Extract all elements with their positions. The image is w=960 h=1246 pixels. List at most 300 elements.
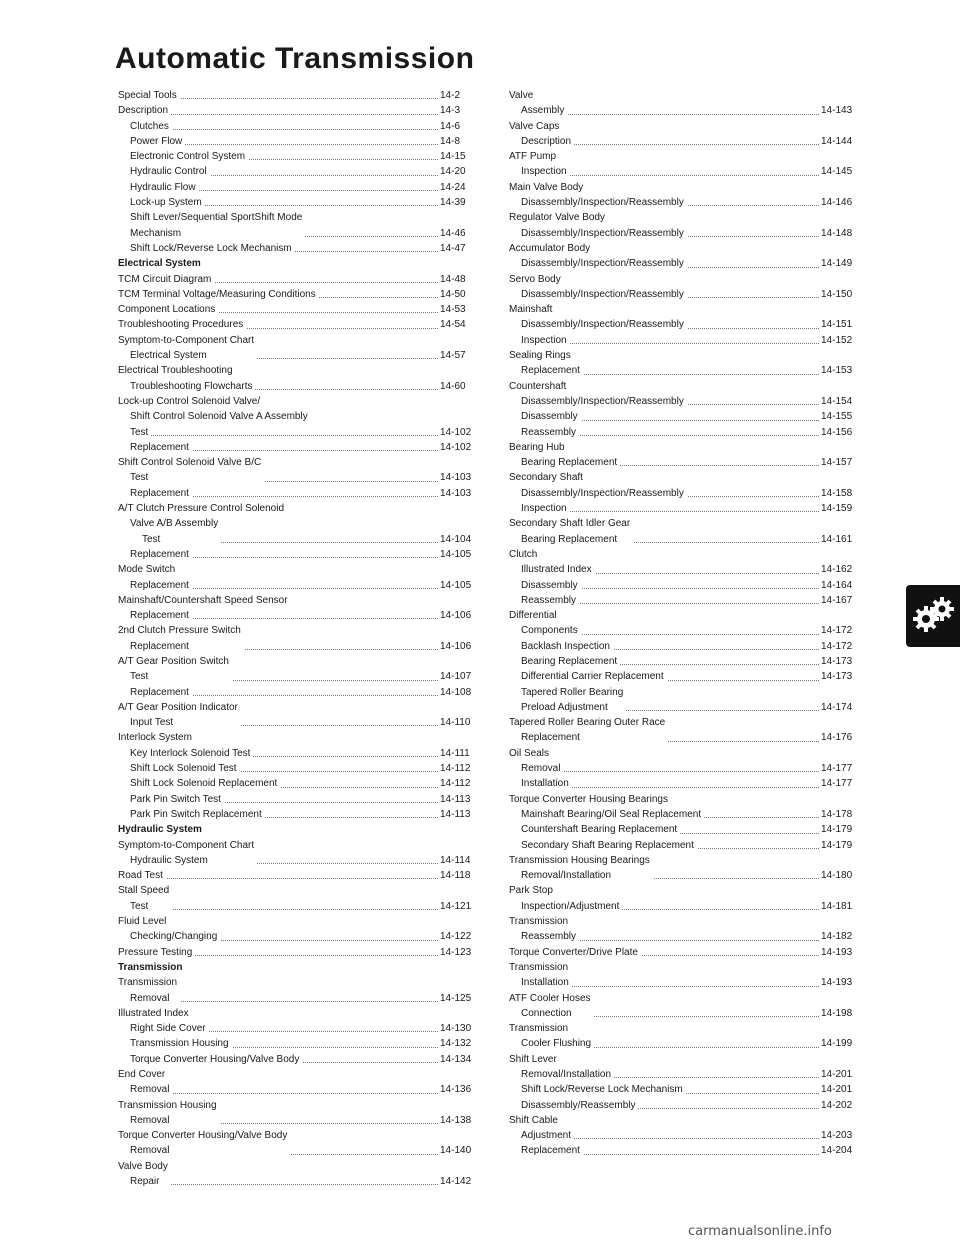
toc-entry-line: Shift Lever/Sequential SportShift Mode: [130, 212, 303, 224]
toc-page-number: 14-20: [440, 164, 474, 179]
toc-entry-line: Bearing Replacement: [521, 533, 618, 545]
toc-entry-line: Disassembly/Inspection/Reassembly: [521, 258, 684, 270]
toc-page-number: 14-151: [821, 317, 855, 332]
toc-entry-title: [509, 715, 668, 746]
toc-entry: [118, 654, 474, 685]
toc-entry-line: Preload Adjustment: [521, 701, 608, 713]
toc-entry-line: Tapered Roller Bearing Outer Race: [509, 717, 666, 729]
toc-page-number: 14-122: [440, 929, 474, 944]
toc-entry-title: [509, 960, 572, 991]
toc-entry: [509, 807, 855, 822]
toc-entry-line: Differential: [509, 610, 557, 622]
toc-entry-line: End Cover: [118, 1069, 166, 1080]
toc-entry-line: Stall Speed: [118, 885, 170, 897]
toc-entry-title: [118, 210, 305, 241]
toc-page-number: 14-174: [821, 700, 855, 715]
toc-page-number: 14-178: [821, 807, 855, 822]
toc-page-number: 14-172: [821, 639, 855, 654]
toc-page-number: 14-108: [440, 685, 474, 700]
toc-entry-title: [509, 1021, 594, 1052]
toc-entry: [118, 1159, 474, 1190]
toc-entry-line: Illustrated Index: [118, 1007, 189, 1019]
toc-entry-title: [509, 501, 570, 516]
toc-entry-line: Symptom-to-Component Chart: [118, 839, 255, 851]
toc-entry-title: [118, 501, 287, 516]
toc-page-number: 14-125: [440, 991, 474, 1006]
toc-entry: [509, 776, 855, 791]
toc-entry-title: [118, 1021, 209, 1036]
toc-left-column: [118, 88, 474, 1189]
toc-entry-title: [118, 119, 172, 134]
toc-entry: [509, 853, 855, 884]
toc-entry-title: [118, 394, 263, 409]
toc-page-number: 14-106: [440, 608, 474, 623]
toc-page-number: 14-152: [821, 333, 855, 348]
toc-entry: [118, 425, 474, 440]
toc-entry-line: Disassembly/Inspection/Reassembly: [521, 227, 684, 239]
toc-entry: [118, 241, 474, 256]
dot-leader: [118, 878, 438, 879]
toc-entry: [118, 883, 474, 914]
toc-entry-line: Hydraulic Flow: [130, 181, 196, 193]
toc-entry-title: [118, 1128, 290, 1159]
toc-entry-title: [509, 914, 579, 945]
toc-entry: [509, 960, 855, 991]
toc-entry-line: Removal/Installation: [521, 1069, 612, 1080]
toc-entry-title: [118, 608, 192, 623]
toc-page-number: 14-15: [440, 149, 474, 164]
toc-entry: [509, 501, 855, 516]
toc-entry: [509, 119, 855, 150]
toc-entry: [118, 256, 474, 271]
toc-entry-line: A/T Gear Position Switch: [118, 655, 229, 667]
toc-page-number: 14-46: [440, 226, 474, 241]
toc-entry-title: [509, 425, 579, 440]
toc-entry-line: Electrical System: [130, 350, 207, 362]
toc-entry-line: Torque Converter/Drive Plate: [509, 946, 638, 958]
toc-entry: [118, 700, 474, 731]
toc-entry-title: [118, 746, 253, 761]
toc-page-number: 14-177: [821, 761, 855, 776]
toc-entry-title: [118, 1036, 232, 1051]
toc-page-number: 14-204: [821, 1143, 855, 1158]
toc-entry-line: Replacement: [130, 686, 189, 698]
toc-entry-line: Power Flow: [130, 135, 183, 147]
toc-page-number: 14-60: [440, 379, 474, 394]
toc-entry-line: Lock-up Control Solenoid Valve/: [118, 395, 261, 407]
toc-entry: [118, 822, 474, 837]
toc-entry-title: [118, 593, 291, 608]
toc-entry-line: Disassembly/Reassembly: [521, 1099, 636, 1111]
toc-entry-title: [118, 195, 205, 210]
toc-entry-line: Inspection: [521, 334, 567, 346]
toc-entry-line: Sealing Rings: [509, 350, 571, 362]
section-tab: [906, 585, 960, 647]
toc-entry-line: Symptom-to-Component Chart: [118, 334, 255, 346]
toc-entry: [509, 914, 855, 945]
toc-entry-line: Secondary Shaft Idler Gear: [509, 518, 631, 530]
toc-entry: [509, 685, 855, 716]
toc-entry-title: [118, 792, 224, 807]
toc-entry-line: Main Valve Body: [509, 181, 584, 193]
toc-entry-title: [118, 868, 166, 883]
toc-entry-line: Removal: [521, 763, 561, 775]
toc-entry: [118, 501, 474, 516]
toc-page-number: 14-107: [440, 669, 474, 684]
toc-entry-title: [509, 746, 563, 777]
toc-page-number: 14-154: [821, 394, 855, 409]
gears-icon: [906, 585, 960, 647]
toc-entry-line: Valve Body: [118, 1160, 168, 1172]
toc-entry-title: [509, 409, 581, 424]
toc-entry: [118, 1036, 474, 1051]
toc-entry-line: Backlash Inspection: [521, 640, 610, 652]
toc-page-number: 14-6: [440, 119, 474, 134]
toc-entry-title: [509, 578, 581, 593]
toc-entry-title: [509, 945, 641, 960]
toc-page-number: 14-199: [821, 1036, 855, 1051]
toc-entry: [509, 883, 855, 914]
toc-entry-line: Shift Cable: [509, 1114, 558, 1126]
toc-entry-title: [118, 486, 192, 501]
toc-entry-line: Accumulator Body: [509, 242, 591, 254]
toc-entry-line: Bearing Hub: [509, 441, 565, 453]
toc-page-number: 14-156: [821, 425, 855, 440]
toc-page-number: 14-145: [821, 164, 855, 179]
toc-entry-line: Test: [130, 426, 149, 438]
toc-entry: [118, 975, 474, 1006]
toc-entry-line: Shift Lock Solenoid Replacement: [130, 778, 278, 790]
toc-page-number: 14-148: [821, 226, 855, 241]
toc-entry-title: [509, 302, 687, 333]
toc-entry: [118, 195, 474, 210]
toc-entry: [509, 1143, 855, 1158]
toc-page-number: 14-121: [440, 899, 474, 914]
toc-entry-title: [509, 1082, 686, 1097]
toc-entry: [509, 578, 855, 593]
toc-page-number: 14-179: [821, 822, 855, 837]
toc-page-number: 14-138: [440, 1113, 474, 1128]
toc-entry: [509, 241, 855, 272]
toc-entry: [509, 654, 855, 669]
toc-entry-title: [509, 333, 570, 348]
toc-entry-title: [509, 669, 667, 684]
toc-entry: [509, 991, 855, 1022]
toc-entry: [509, 547, 855, 578]
toc-page-number: 14-53: [440, 302, 474, 317]
toc-entry-line: Road Test: [118, 870, 163, 882]
toc-entry-line: Lock-up System: [130, 197, 202, 209]
toc-entry: [509, 379, 855, 410]
toc-page-number: 14-123: [440, 945, 474, 960]
toc-entry-line: Mechanism: [130, 227, 182, 239]
toc-page-number: 14-198: [821, 1006, 855, 1021]
toc-entry: [509, 88, 855, 119]
page-title: Automatic Transmission: [115, 42, 475, 75]
toc-page-number: 14-102: [440, 440, 474, 455]
toc-entry-line: Pressure Testing: [118, 946, 193, 958]
toc-page-number: 14-103: [440, 486, 474, 501]
toc-entry-line: Input Test: [130, 717, 174, 729]
toc-entry: [509, 149, 855, 180]
toc-entry-line: Bearing Replacement: [521, 655, 618, 667]
toc-page-number: 14-54: [440, 317, 474, 332]
toc-entry-title: [118, 1006, 192, 1021]
toc-page-number: 14-173: [821, 654, 855, 669]
toc-entry-line: Torque Converter Housing Bearings: [509, 793, 668, 805]
toc-entry: [118, 88, 474, 103]
toc-entry-line: Description: [521, 135, 572, 147]
toc-entry-line: Cooler Flushing: [521, 1038, 592, 1050]
toc-entry: [509, 1052, 855, 1083]
toc-entry-line: ATF Pump: [509, 151, 557, 163]
toc-entry: [509, 945, 855, 960]
toc-entry: [509, 409, 855, 424]
toc-page-number: 14-143: [821, 103, 855, 118]
toc-entry-line: Countershaft: [509, 380, 567, 392]
toc-page-number: 14-157: [821, 455, 855, 470]
toc-page-number: 14-106: [440, 639, 474, 654]
toc-entry-line: Electrical Troubleshooting: [118, 365, 233, 377]
toc-entry-title: [509, 776, 572, 791]
toc-entry-title: [509, 241, 687, 272]
toc-entry: [118, 761, 474, 776]
toc-entry-line: Troubleshooting Flowcharts: [130, 380, 253, 392]
toc-entry-line: Shift Lock/Reverse Lock Mechanism: [521, 1084, 683, 1096]
toc-entry: [509, 1082, 855, 1097]
toc-entry-title: [509, 792, 671, 807]
toc-entry-line: Mode Switch: [118, 564, 176, 576]
toc-page-number: 14-177: [821, 776, 855, 791]
toc-entry-title: [118, 287, 319, 302]
toc-entry: [118, 363, 474, 394]
toc-page-number: 14-164: [821, 578, 855, 593]
toc-entry-line: Assembly: [521, 105, 565, 117]
toc-entry-line: Adjustment: [521, 1130, 572, 1142]
toc-entry-line: Transmission Housing: [118, 1099, 217, 1111]
toc-entry-line: Repair: [130, 1176, 160, 1188]
toc-entry: [118, 134, 474, 149]
toc-entry-title: [509, 1052, 614, 1083]
toc-entry-title: [118, 134, 185, 149]
toc-entry-line: Removal/Installation: [521, 870, 612, 882]
toc-entry-title: [509, 838, 697, 853]
toc-entry-title: [118, 975, 180, 1006]
toc-entry-line: Removal: [130, 1145, 170, 1157]
toc-page-number: 14-202: [821, 1098, 855, 1113]
toc-page-number: 14-153: [821, 363, 855, 378]
toc-entry-title: [118, 103, 171, 118]
toc-entry-line: Mainshaft: [509, 304, 553, 316]
toc-page-number: 14-24: [440, 180, 474, 195]
toc-entry: [118, 593, 474, 608]
toc-page-number: 14-8: [440, 134, 474, 149]
toc-entry-line: Components: [521, 625, 578, 637]
toc-entry-line: Special Tools: [118, 90, 177, 101]
toc-entry-title: [509, 470, 687, 501]
toc-entry: [118, 164, 474, 179]
toc-entry-title: [118, 425, 151, 440]
toc-entry: [118, 730, 474, 745]
toc-entry-line: Valve: [509, 90, 534, 101]
toc-entry: [509, 715, 855, 746]
toc-entry-title: [118, 317, 246, 332]
toc-entry-line: Illustrated Index: [521, 564, 592, 576]
toc-entry-title: [118, 333, 257, 364]
toc-entry-line: Servo Body: [509, 273, 561, 285]
toc-entry: [118, 1067, 474, 1098]
toc-entry-line: Installation: [521, 977, 569, 989]
toc-page-number: 14-201: [821, 1067, 855, 1082]
toc-entry: [118, 287, 474, 302]
toc-page-number: 14-103: [440, 470, 474, 485]
toc-entry: [118, 302, 474, 317]
toc-entry-title: [118, 730, 195, 745]
toc-entry-line: Valve A/B Assembly: [130, 518, 219, 530]
toc-page-number: 14-179: [821, 838, 855, 853]
toc-entry: [509, 838, 855, 853]
toc-entry-line: Test: [142, 533, 161, 545]
toc-page-number: 14-110: [440, 715, 474, 730]
toc-page-number: 14-2: [440, 88, 474, 103]
toc-entry-line: Interlock System: [118, 732, 192, 744]
toc-entry-line: Shift Lock/Reverse Lock Mechanism: [130, 242, 292, 254]
toc-entry-line: Checking/Changing: [130, 931, 218, 943]
toc-page-number: 14-102: [440, 425, 474, 440]
toc-entry-line: Inspection: [521, 166, 567, 178]
toc-entry-title: [118, 241, 295, 256]
toc-page-number: 14-113: [440, 792, 474, 807]
toc-entry: [509, 1021, 855, 1052]
toc-entry-title: [118, 363, 255, 394]
toc-entry-line: Shift Control Solenoid Valve A Assembly: [130, 411, 308, 423]
toc-entry: [118, 960, 474, 975]
toc-entry: [509, 608, 855, 639]
toc-entry: [509, 593, 855, 608]
toc-entry-title: [118, 700, 241, 731]
toc-page-number: 14-48: [440, 272, 474, 287]
toc-entry-title: [118, 516, 221, 547]
toc-entry-line: Clutch: [509, 548, 538, 560]
toc-entry-line: Regulator Valve Body: [509, 212, 605, 224]
toc-entry: [509, 822, 855, 837]
toc-entry-line: Description: [118, 105, 169, 117]
toc-entry-title: [509, 654, 620, 669]
toc-entry-title: [509, 547, 595, 578]
toc-entry-line: Removal: [130, 1084, 170, 1096]
toc-page-number: 14-118: [440, 868, 474, 883]
toc-entry-title: [509, 210, 687, 241]
toc-entry-line: Hydraulic Control: [130, 166, 207, 178]
toc-entry: [509, 348, 855, 379]
toc-page-number: 14-162: [821, 562, 855, 577]
toc-entry-line: TCM Terminal Voltage/Measuring Conditions: [118, 288, 316, 300]
toc-entry-line: Torque Converter Housing/Valve Body: [118, 1130, 288, 1142]
toc-entry: [118, 1021, 474, 1036]
toc-entry: [118, 792, 474, 807]
toc-entry: [118, 838, 474, 869]
toc-entry: [118, 685, 474, 700]
toc-entry: [509, 792, 855, 807]
toc-entry: [509, 440, 855, 471]
toc-entry-title: [509, 440, 620, 471]
toc-entry-title: [118, 838, 257, 869]
toc-page-number: 14-150: [821, 287, 855, 302]
toc-entry-title: [509, 1098, 638, 1113]
toc-entry-line: Transmission Housing: [130, 1038, 229, 1050]
toc-entry-title: [118, 822, 205, 837]
toc-entry-line: Oil Seals: [509, 747, 550, 759]
toc-entry: [118, 516, 474, 547]
toc-entry-title: [118, 1098, 220, 1129]
toc-page-number: 14-146: [821, 195, 855, 210]
toc-entry-line: Right Side Cover: [130, 1023, 206, 1035]
toc-entry: [118, 119, 474, 134]
toc-entry-line: Secondary Shaft: [509, 472, 583, 484]
toc-page-number: 14-159: [821, 501, 855, 516]
toc-entry: [509, 333, 855, 348]
toc-entry-title: [509, 822, 680, 837]
toc-entry-title: [118, 1067, 172, 1098]
toc-entry-title: [509, 348, 583, 379]
toc-page-number: 14-136: [440, 1082, 474, 1097]
toc-entry-title: [509, 272, 687, 303]
toc-page-number: 14-193: [821, 975, 855, 990]
toc-entry-line: Mainshaft/Countershaft Speed Sensor: [118, 594, 288, 606]
toc-entry-line: Transmission Housing Bearings: [509, 854, 650, 866]
toc-entry-line: Test: [130, 671, 149, 683]
toc-entry: [118, 180, 474, 195]
toc-page-number: 14-203: [821, 1128, 855, 1143]
toc-entry: [118, 1006, 474, 1021]
toc-entry-title: [509, 853, 653, 884]
toc-entry-title: [509, 180, 687, 211]
toc-entry: [118, 103, 474, 118]
toc-entry-line: Replacement: [521, 1145, 580, 1157]
toc-entry-line: Component Locations: [118, 304, 216, 316]
toc-entry-title: [509, 807, 704, 822]
toc-entry-title: [118, 945, 195, 960]
toc-entry-line: Disassembly/Inspection/Reassembly: [521, 487, 684, 499]
toc-page-number: 14-50: [440, 287, 474, 302]
toc-entry-title: [509, 593, 579, 608]
toc-entry-line: Countershaft Bearing Replacement: [521, 824, 678, 836]
toc-entry: [509, 210, 855, 241]
toc-entry-title: [509, 608, 581, 639]
toc-entry-title: [118, 883, 172, 914]
toc-entry-line: Hydraulic System: [118, 824, 202, 836]
toc-entry: [118, 440, 474, 455]
toc-page-number: 14-201: [821, 1082, 855, 1097]
toc-entry: [509, 516, 855, 547]
toc-page-number: 14-130: [440, 1021, 474, 1036]
toc-page-number: 14-140: [440, 1143, 474, 1158]
toc-entry-line: Electrical System: [118, 258, 201, 270]
toc-entry-title: [118, 623, 244, 654]
toc-entry-title: [118, 272, 214, 287]
toc-entry-title: [118, 562, 192, 593]
toc-entry-line: Electronic Control System: [130, 151, 246, 163]
toc-entry-line: Inspection/Adjustment: [521, 900, 620, 912]
toc-entry-line: Removal: [130, 1114, 170, 1126]
toc-entry-line: Shift Control Solenoid Valve B/C: [118, 457, 262, 469]
toc-entry-title: [509, 88, 567, 119]
toc-entry-line: Installation: [521, 778, 569, 790]
toc-entry-line: Connection: [521, 1007, 572, 1019]
toc-entry: [509, 272, 855, 303]
toc-page-number: 14-173: [821, 669, 855, 684]
toc-entry: [118, 486, 474, 501]
